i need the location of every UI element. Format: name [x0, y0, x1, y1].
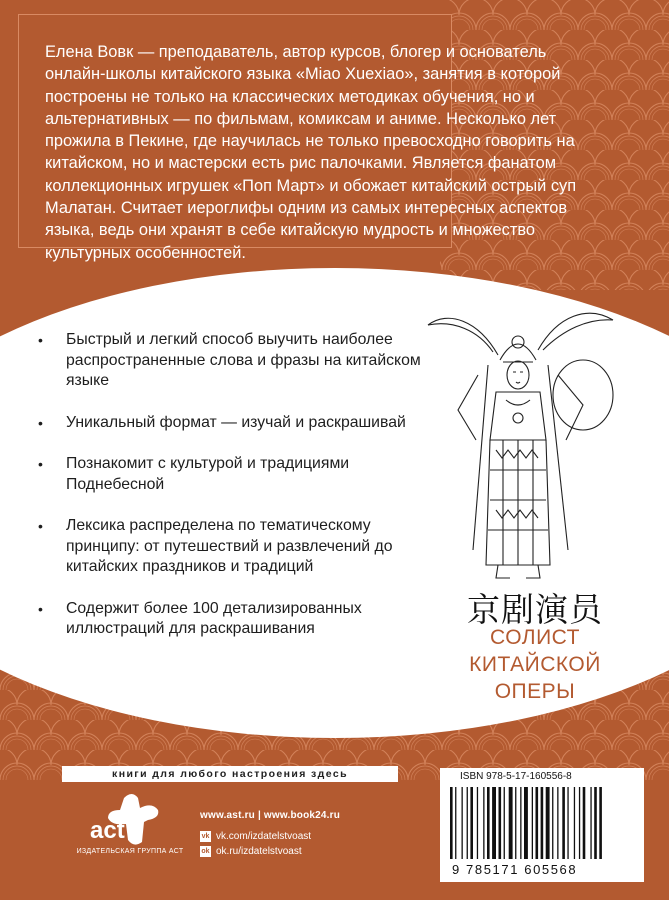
ok-link[interactable]: ok.ru/izdatelstvoast — [216, 846, 302, 857]
barcode-bar — [492, 787, 496, 859]
barcode-bar — [594, 787, 597, 859]
barcode-bar — [470, 787, 473, 859]
barcode-bar — [515, 787, 516, 859]
barcode-bar — [579, 787, 580, 859]
barcode-bar — [467, 787, 468, 859]
feature-list — [38, 330, 438, 661]
barcode-bar — [509, 787, 513, 859]
website-links[interactable]: www.ast.ru | www.book24.ru — [200, 810, 341, 821]
ok-link-row[interactable] — [200, 846, 340, 857]
title-line: КИТАЙСКОЙ — [469, 653, 601, 676]
ok-icon: ok — [201, 848, 210, 855]
ast-logo — [82, 790, 172, 850]
barcode-bar — [599, 787, 602, 859]
barcode-bar — [483, 787, 484, 859]
barcode-bar — [524, 787, 528, 859]
barcode-bar — [536, 787, 539, 859]
isbn-number: ISBN 978-5-17-160556-8 — [460, 771, 572, 782]
title-chinese: 京剧演员 — [467, 590, 603, 629]
barcode-bar — [499, 787, 502, 859]
barcode-bar — [557, 787, 558, 859]
barcode-bar — [487, 787, 490, 859]
book-title — [440, 624, 630, 705]
publisher-links — [200, 810, 340, 861]
barcode-bar — [590, 787, 591, 859]
title-line: СОЛИСТ — [490, 626, 580, 649]
barcode-bar — [583, 787, 586, 859]
barcode-bar — [541, 787, 544, 859]
tagline: книги для любого настроения здесь — [62, 766, 398, 782]
feature-item: • Лексика распределена по тематическому принципу: от путешествий и развлечений до китайских праздников и традиций — [38, 516, 438, 578]
feature-item: • Быстрый и легкий способ выучить наиболее распространенные слова и фразы на китайском языке — [38, 330, 438, 392]
barcode-bar — [520, 787, 521, 859]
barcode-bar — [477, 787, 478, 859]
barcode-bar — [567, 787, 568, 859]
vk-link[interactable]: vk.com/izdatelstvoast — [216, 831, 312, 842]
title-line: ОПЕРЫ — [494, 680, 576, 703]
barcode — [446, 787, 638, 861]
vk-link-row[interactable] — [200, 831, 340, 842]
barcode-bar — [562, 787, 565, 859]
feature-item: • Содержит более 100 детализированных иллюстраций для раскрашивания — [38, 599, 438, 640]
barcode-bar — [532, 787, 533, 859]
publisher-name: ИЗДАТЕЛЬСКАЯ ГРУППА АСТ — [76, 848, 184, 855]
barcode-bar — [574, 787, 575, 859]
author-bio: Елена Вовк — преподаватель, автор курсов, блогер и основатель онлайн-школы китайского языка «Miao Xuexiao», занятия в которой построены не только на классических методиках обучения, но и альтернативных — по фильмам, комиксам и аниме. Несколько лет прожила в Пекине, где научилась не только превосходно говорить на китайском, но и мастерски есть рис палочками. Является фанатом коллекционных игрушек «Поп Март» и обожает китайский острый суп Малатан. Считает иероглифы одним из самых интересных аспектов языка, ведь они хранят в себе китайскую мудрость и множество культурных особенностей. — [45, 43, 577, 262]
barcode-bar — [462, 787, 463, 859]
feature-item: • Познакомит с культурой и традициями Поднебесной — [38, 454, 438, 495]
barcode-bar — [546, 787, 550, 859]
logo-text: act — [90, 817, 125, 844]
opera-singer-illustration — [418, 300, 633, 590]
barcode-digits: 9 785171 605568 — [452, 862, 578, 877]
vk-icon: vk — [201, 833, 210, 840]
barcode-bar — [455, 787, 456, 859]
feature-item: • Уникальный формат — изучай и раскрашивай — [38, 413, 438, 434]
barcode-bar — [504, 787, 505, 859]
barcode-bar — [552, 787, 553, 859]
barcode-bar — [450, 787, 453, 859]
